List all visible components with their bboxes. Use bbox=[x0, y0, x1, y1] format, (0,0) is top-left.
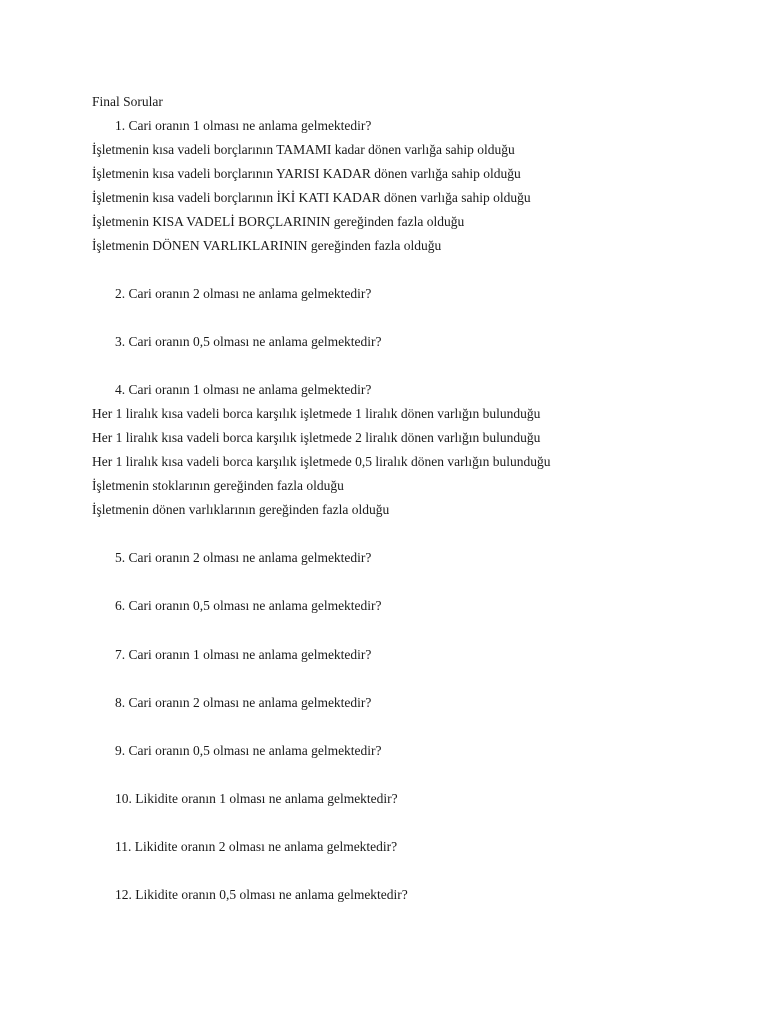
question-number: 6. bbox=[115, 598, 126, 613]
question-number: 5. bbox=[115, 550, 126, 565]
answer-option: Her 1 liralık kısa vadeli borca karşılık işletmede 0,5 liralık dönen varlığın bulunduğu bbox=[92, 454, 551, 469]
question-2 bbox=[115, 286, 371, 302]
document-title: Final Sorular bbox=[92, 94, 163, 109]
question-5 bbox=[115, 550, 371, 566]
question-text: Cari oranın 0,5 olması ne anlama gelmektedir? bbox=[128, 334, 382, 349]
answer-option: İşletmenin kısa vadeli borçlarının YARISI KADAR dönen varlığa sahip olduğu bbox=[92, 166, 521, 181]
answer-option: İşletmenin kısa vadeli borçlarının TAMAMI kadar dönen varlığa sahip olduğu bbox=[92, 142, 515, 157]
question-number: 2. bbox=[115, 286, 126, 301]
question-text: Cari oranın 2 olması ne anlama gelmektedir? bbox=[128, 550, 372, 565]
answer-option: İşletmenin kısa vadeli borçlarının İKİ KATI KADAR dönen varlığa sahip olduğu bbox=[92, 190, 531, 205]
question-number: 11. bbox=[115, 839, 132, 854]
answer-option: İşletmenin dönen varlıklarının gereğinden fazla olduğu bbox=[92, 502, 390, 517]
question-4 bbox=[115, 382, 371, 398]
question-3 bbox=[115, 334, 382, 350]
question-8 bbox=[115, 695, 371, 711]
question-number: 9. bbox=[115, 743, 126, 758]
question-10 bbox=[115, 791, 398, 807]
question-text: Likidite oranın 2 olması ne anlama gelmektedir? bbox=[134, 839, 398, 854]
question-number: 1. bbox=[115, 118, 126, 133]
question-6 bbox=[115, 598, 382, 614]
question-12 bbox=[115, 887, 408, 903]
answer-option: İşletmenin KISA VADELİ BORÇLARININ gereğinden fazla olduğu bbox=[92, 214, 465, 229]
question-text: Cari oranın 0,5 olması ne anlama gelmektedir? bbox=[128, 598, 382, 613]
answer-option: Her 1 liralık kısa vadeli borca karşılık işletmede 1 liralık dönen varlığın bulunduğu bbox=[92, 406, 541, 421]
question-text: Cari oranın 1 olması ne anlama gelmektedir? bbox=[128, 647, 372, 662]
question-text: Cari oranın 1 olması ne anlama gelmektedir? bbox=[128, 118, 372, 133]
question-text: Likidite oranın 1 olması ne anlama gelmektedir? bbox=[135, 791, 398, 806]
question-text: Cari oranın 1 olması ne anlama gelmektedir? bbox=[128, 382, 372, 397]
question-number: 3. bbox=[115, 334, 126, 349]
question-9 bbox=[115, 743, 382, 759]
question-number: 12. bbox=[115, 887, 132, 902]
question-text: Cari oranın 0,5 olması ne anlama gelmektedir? bbox=[128, 743, 382, 758]
answer-option: Her 1 liralık kısa vadeli borca karşılık işletmede 2 liralık dönen varlığın bulunduğu bbox=[92, 430, 541, 445]
question-7 bbox=[115, 647, 371, 663]
question-number: 8. bbox=[115, 695, 126, 710]
question-1 bbox=[115, 118, 371, 134]
question-number: 7. bbox=[115, 647, 126, 662]
question-number: 4. bbox=[115, 382, 126, 397]
question-text: Cari oranın 2 olması ne anlama gelmektedir? bbox=[128, 286, 372, 301]
question-text: Likidite oranın 0,5 olması ne anlama gelmektedir? bbox=[135, 887, 408, 902]
answer-option: İşletmenin DÖNEN VARLIKLARININ gereğinden fazla olduğu bbox=[92, 238, 442, 253]
question-number: 10. bbox=[115, 791, 132, 806]
answer-option: İşletmenin stoklarının gereğinden fazla olduğu bbox=[92, 478, 344, 493]
question-11 bbox=[115, 839, 397, 855]
question-text: Cari oranın 2 olması ne anlama gelmektedir? bbox=[128, 695, 372, 710]
